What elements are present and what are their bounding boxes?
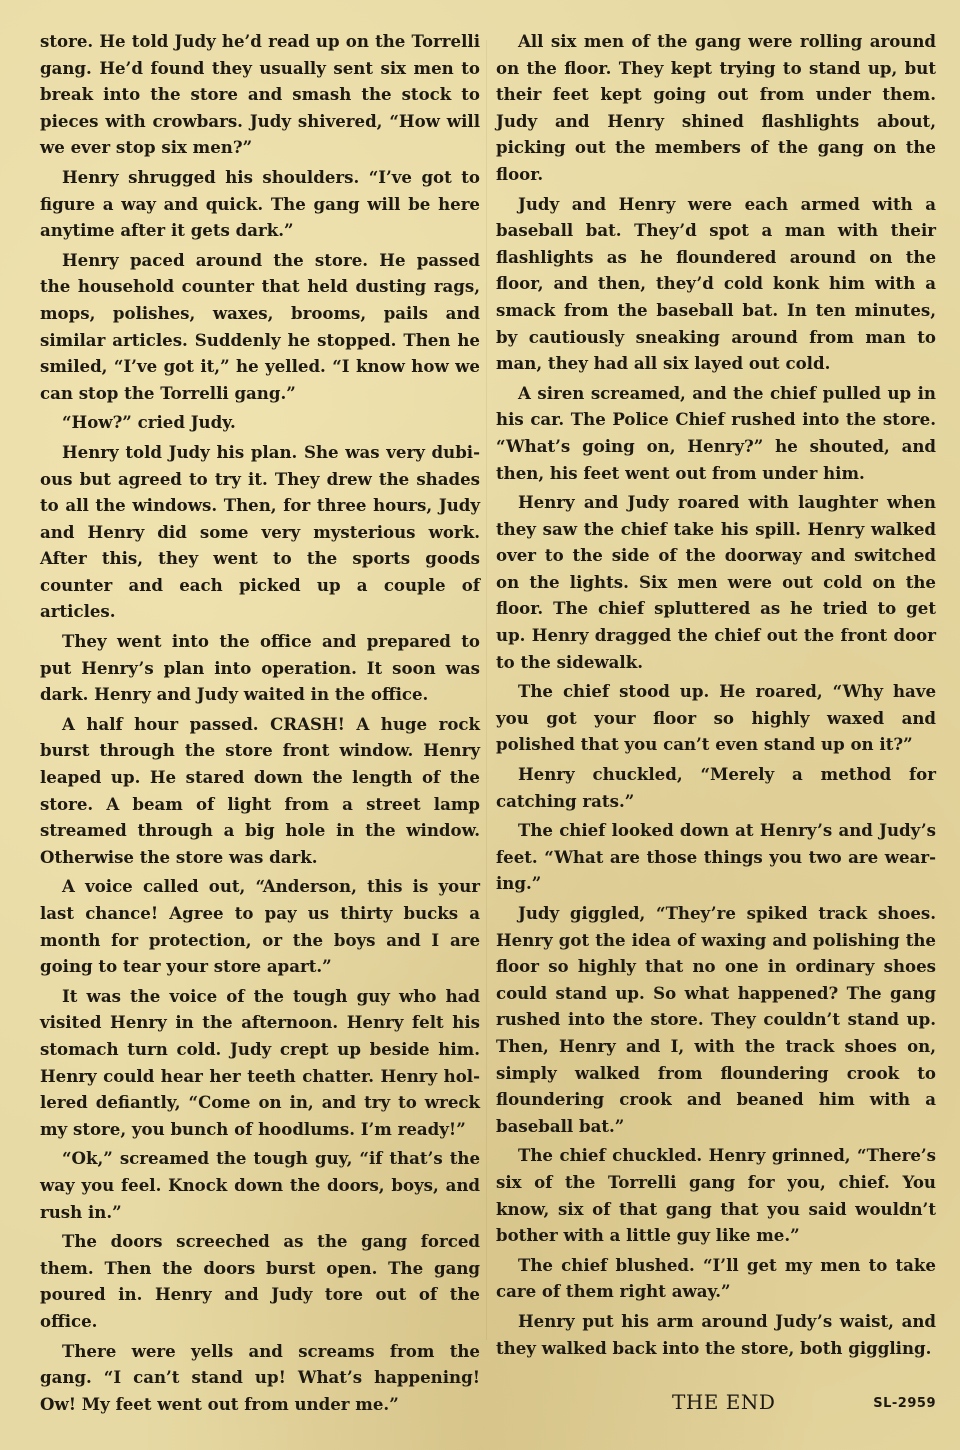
paragraph: They went into the office and prepared to put Henry’s plan into operation. It soon was dark. Henry and Judy waited in the office. <box>40 631 480 705</box>
paragraph: A siren screamed, and the chief pulled up in his car. The Police Chief rushed into the store. “What’s going on, Henry?” he shouted, and then, his feet went out from under him. <box>496 382 936 483</box>
paragraph: The chief blushed. “I’ll get my men to take care of them right away.” <box>496 1254 936 1302</box>
paragraph: Judy and Henry were each armed with a baseball bat. They’d spot a man with their flashlights as he floundered around on the floor, and then, they’d cold konk him with a smack from the baseball bat. In ten minutes, by cautiously sneaking around from man to man, they had all six layed out cold. <box>496 193 936 374</box>
paragraph: The doors screeched as the gang forced them. Then the doors burst open. The gang poured in. Henry and Judy tore out of the office. <box>40 1231 480 1331</box>
paragraph: It was the voice of the tough guy who had visited Henry in the afternoon. Henry felt his stomach turn cold. Judy crept up beside him. Henry could hear her teeth chatter. Henry hollered defiantly, “Come on in, and try to wreck my store, you bunch of hoodlums. I’m ready!” <box>40 985 480 1139</box>
the-end-label: THE END <box>672 1390 776 1415</box>
page-code: SL-2959 <box>873 1396 936 1412</box>
paragraph: A half hour passed. CRASH! A huge rock burst through the store front window. Henry leaped up. He stared down the length of the store. A beam of light from a street lamp streamed through a big hole in the window. Otherwise the store was dark. <box>40 713 480 867</box>
paragraph: store. He told Judy he’d read up on the Torrelli gang. He’d found they usually sent six men to break into the store and smash the stock to pieces with crowbars. Judy shivered, “How will we ever stop six men?” <box>40 31 480 158</box>
paragraph: Henry chuckled, “Merely a method for catching rats.” <box>496 764 936 811</box>
story-end-line <box>496 1389 936 1419</box>
paragraph: A voice called out, “Anderson, this is your last chance! Agree to pay us thirty bucks a month for protection, or the boys and I are going to tear your store apart.” <box>40 876 480 977</box>
paragraph: Henry paced around the store. He passed the household counter that held dusting rags, mops, polishes, waxes, brooms, pails and similar articles. Suddenly he stopped. Then he smiled, “I’ve got it,” he yelled. “I know how we can stop the Torrelli gang.” <box>40 249 480 403</box>
paragraph: “How?” cried Judy. <box>62 412 236 433</box>
paragraph: There were yells and screams from the gang. “I can’t stand up! What’s happening! Ow! My feet went out from under me.” <box>40 1340 480 1414</box>
paragraph: The chief stood up. He roared, “Why have you got your floor so highly waxed and polished that you can’t even stand up on it?” <box>496 681 936 755</box>
left-column <box>40 28 480 1420</box>
column-divider <box>486 40 487 1340</box>
paragraph: Henry shrugged his shoulders. “I’ve got to figure a way and quick. The gang will be here anytime after it gets dark.” <box>40 166 480 241</box>
paragraph: Henry and Judy roared with laughter when they saw the chief take his spill. Henry walked over to the side of the doorway and switched on the lights. Six men were out cold on the floor. The chief spluttered as he tried to get up. Henry dragged the chief out the front door to the sidewalk. <box>496 492 936 672</box>
right-column <box>496 28 936 1419</box>
paragraph: The chief looked down at Henry’s and Judy’s feet. “What are those things you two are wearing.” <box>496 820 936 894</box>
paragraph: “Ok,” screamed the tough guy, “if that’s the way you feel. Knock down the doors, boys, and rush in.” <box>40 1148 480 1222</box>
paragraph: Henry told Judy his plan. She was very dubious but agreed to try it. They drew the shades to all the windows. Then, for three hours, Judy and Henry did some very mysterious work. After this, they went to the sports goods counter and each picked up a couple of articles. <box>40 441 480 622</box>
paragraph: Judy giggled, “They’re spiked track shoes. Henry got the idea of waxing and polishing the floor so highly that no one in ordinary shoes could stand up. So what happened? The gang rushed into the store. They couldn’t stand up. Then, Henry and I, with the track shoes on, simply walked from floundering crook to floundering crook and beaned him with a baseball bat.” <box>496 903 936 1136</box>
paragraph: The chief chuckled. Henry grinned, “There’s six of the Torrelli gang for you, chief. You know, six of that gang that you said wouldn’t bother with a little guy like me.” <box>496 1145 936 1246</box>
paragraph: Henry put his arm around Judy’s waist, and they walked back into the store, both giggling. <box>496 1310 936 1358</box>
paragraph: All six men of the gang were rolling around on the floor. They kept trying to stand up, but their feet kept going out from under them. Judy and Henry shined flashlights about, picking out the members of the gang on the floor. <box>496 31 936 184</box>
